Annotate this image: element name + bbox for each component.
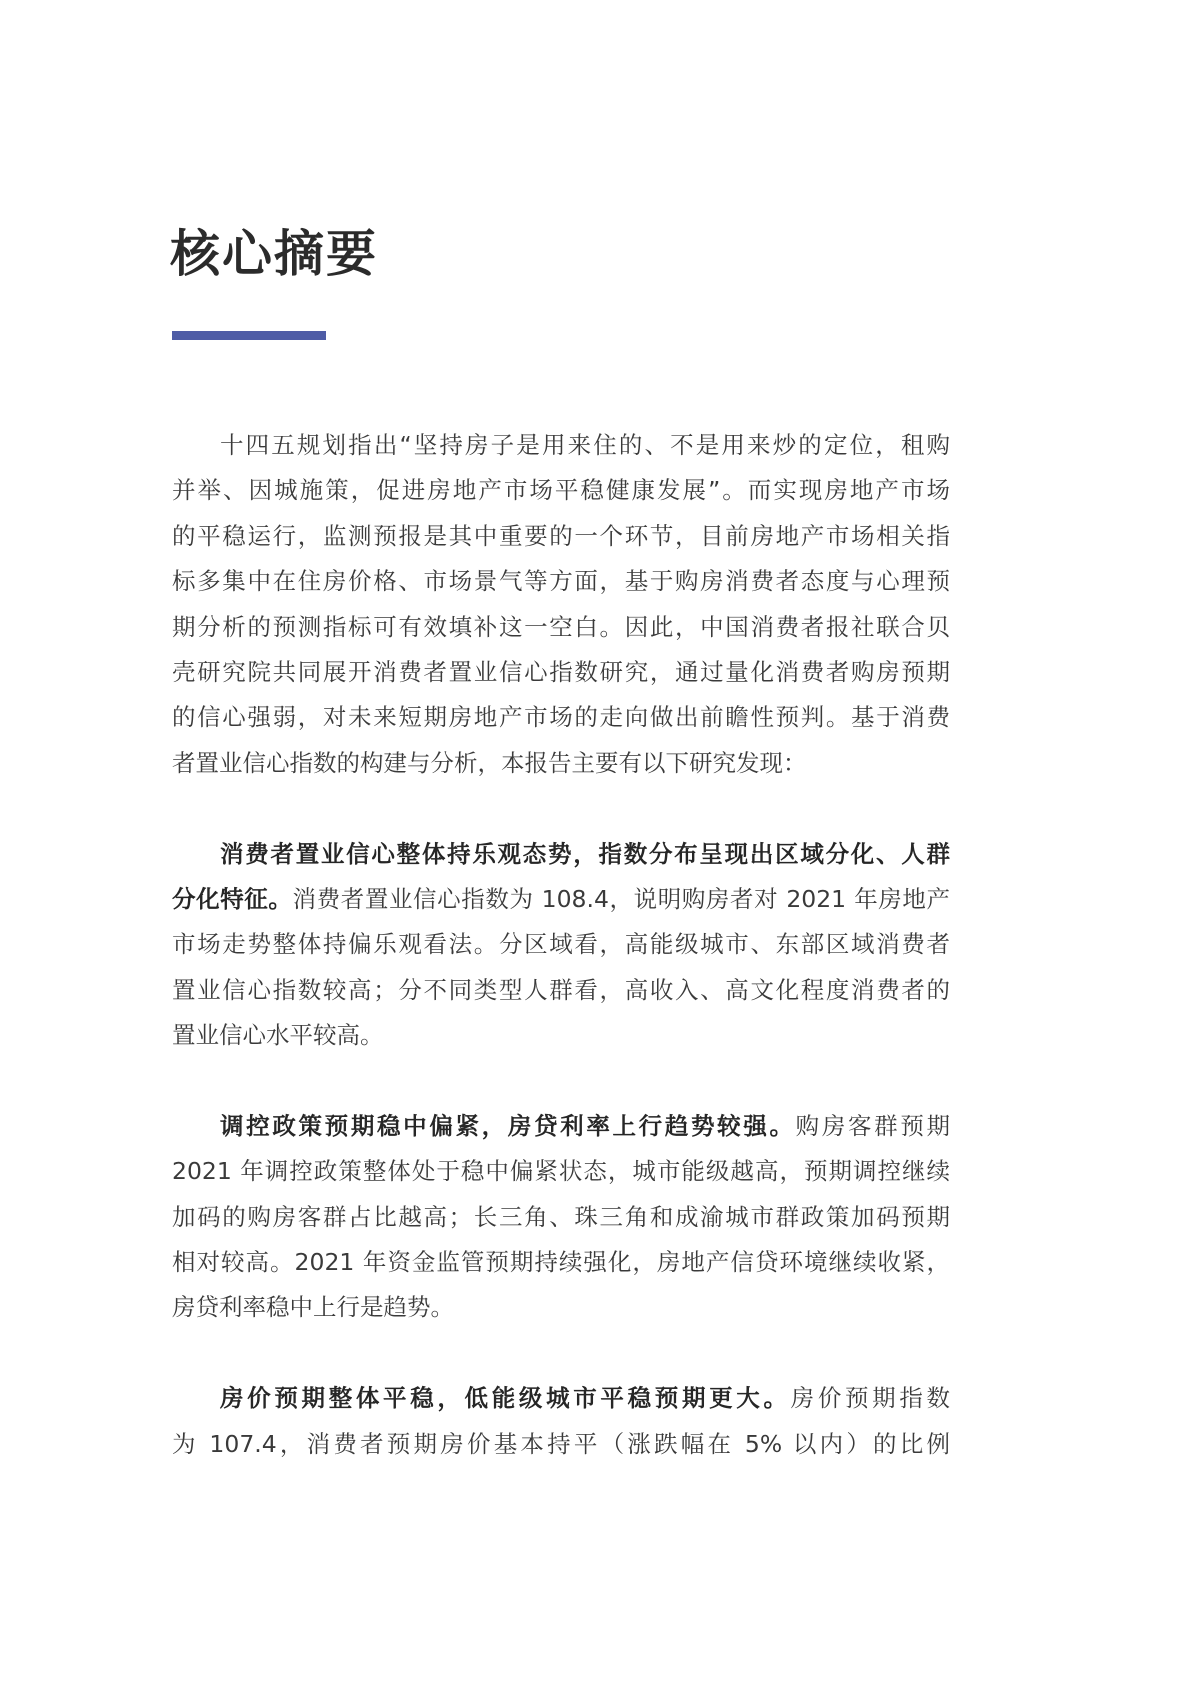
text-line: 为 107.4，消费者预期房价基本持平（涨跌幅在 5% 以内）的比例: [172, 1429, 950, 1458]
text-line: 置业信心指数较高；分不同类型人群看，高收入、高文化程度消费者的: [172, 975, 950, 1004]
text-line: 的平稳运行，监测预报是其中重要的一个环节，目前房地产市场相关指: [172, 521, 950, 550]
text-line: 者置业信心指数的构建与分析，本报告主要有以下研究发现：: [172, 748, 807, 777]
summary-body: [172, 423, 950, 1512]
text-line: [172, 1104, 950, 1149]
text-line: 置业信心水平较高。: [172, 1021, 384, 1050]
text-line: 并举、因城施策，促进房地产市场平稳健康发展”。而实现房地产市场: [172, 476, 950, 505]
text-line: [172, 832, 950, 877]
text-line: 相对较高。2021 年资金监管预期持续强化，房地产信贷环境继续收紧，: [172, 1248, 950, 1277]
finding-heading: 分化特征。: [172, 884, 293, 913]
finding-text: 房价预期指数: [790, 1384, 951, 1413]
finding-text: 购房客群预期: [795, 1111, 951, 1140]
text-line: [172, 1376, 950, 1421]
intro-paragraph: [172, 423, 950, 786]
finding-policy-paragraph: [172, 1104, 950, 1331]
text-line: 市场走势整体持偏乐观看法。分区域看，高能级城市、东部区域消费者: [172, 930, 950, 959]
text-line: 十四五规划指出“坚持房子是用来住的、不是用来炒的定位，租购: [220, 431, 950, 459]
finding-text: 消费者置业信心指数为 108.4，说明购房者对 2021 年房地产: [292, 884, 951, 913]
text-line: 壳研究院共同展开消费者置业信心指数研究，通过量化消费者购房预期: [172, 657, 950, 686]
finding-heading: 调控政策预期稳中偏紧，房贷利率上行趋势较强。: [220, 1111, 796, 1140]
text-line: 房贷利率稳中上行是趋势。: [172, 1293, 454, 1322]
text-line: 标多集中在住房价格、市场景气等方面，基于购房消费者态度与心理预: [172, 567, 950, 596]
text-line: 2021 年调控政策整体处于稳中偏紧状态，城市能级越高，预期调控继续: [172, 1157, 950, 1186]
text-line: 期分析的预测指标可有效填补这一空白。因此，中国消费者报社联合贝: [172, 612, 950, 641]
text-line: 加码的购房客群占比越高；长三角、珠三角和成渝城市群政策加码预期: [172, 1202, 950, 1231]
finding-heading: 房价预期整体平稳，低能级城市平稳预期更大。: [220, 1384, 791, 1413]
finding-confidence-paragraph: [172, 832, 950, 1059]
title-underline-bar: [172, 331, 326, 340]
finding-price-paragraph: [172, 1376, 950, 1467]
finding-heading: 消费者置业信心整体持乐观态势，指数分布呈现出区域分化、人群: [220, 839, 950, 868]
page-title: 核心摘要: [170, 225, 378, 283]
text-line: [172, 877, 950, 922]
text-line: 的信心强弱，对未来短期房地产市场的走向做出前瞻性预判。基于消费: [172, 703, 950, 732]
